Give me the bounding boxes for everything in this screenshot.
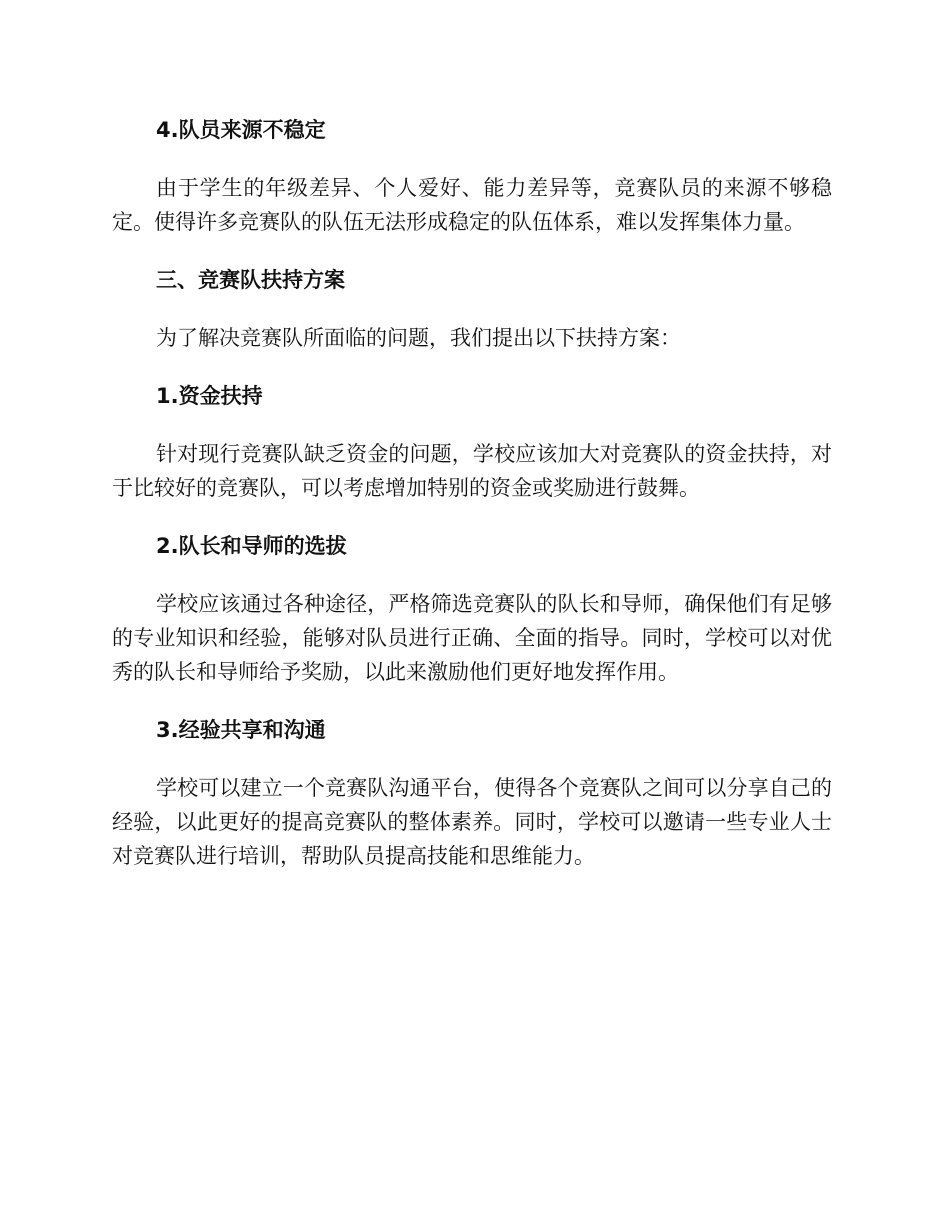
section-heading-support-plan: 三、竞赛队扶持方案 [156,268,345,292]
spacer [112,412,832,437]
section-heading-captain-mentor-selection: 2.队长和导师的选拔 [156,534,347,558]
spacer [112,146,832,171]
section-heading-funding-support: 1.资金扶持 [156,384,263,408]
section-heading-team-member-source: 4.队员来源不稳定 [156,118,326,142]
paragraph-experience-sharing: 学校可以建立一个竞赛队沟通平台，使得各个竞赛队之间可以分享自己的经验，以此更好的提高竞赛队的整体素养。同时，学校可以邀请一些专业人士对竞赛队进行培训，帮助队员提高技能和思维能力。 [112,776,832,868]
paragraph-captain-mentor-selection: 学校应该通过各种途径，严格筛选竞赛队的队长和导师，确保他们有足够的专业知识和经验，能够对队员进行正确、全面的指导。同时，学校可以对优秀的队长和导师给予奖励，以此来激励他们更好地发挥作用。 [112,592,832,684]
paragraph-team-member-source: 由于学生的年级差异、个人爱好、能力差异等，竞赛队员的来源不够稳定。使得许多竞赛队的队伍无法形成稳定的队伍体系，难以发挥集体力量。 [112,176,832,234]
section-heading-experience-sharing: 3.经验共享和沟通 [156,718,326,742]
document-body [112,114,832,873]
spacer [112,689,832,714]
paragraph-funding-support: 针对现行竞赛队缺乏资金的问题，学校应该加大对竞赛队的资金扶持，对于比较好的竞赛队，可以考虑增加特别的资金或奖励进行鼓舞。 [112,442,832,500]
spacer [112,746,832,771]
spacer [112,505,832,530]
paragraph-support-plan-intro: 为了解决竞赛队所面临的问题，我们提出以下扶持方案： [156,326,681,350]
spacer [112,562,832,587]
spacer [112,355,832,380]
spacer [112,296,832,321]
spacer [112,239,832,264]
